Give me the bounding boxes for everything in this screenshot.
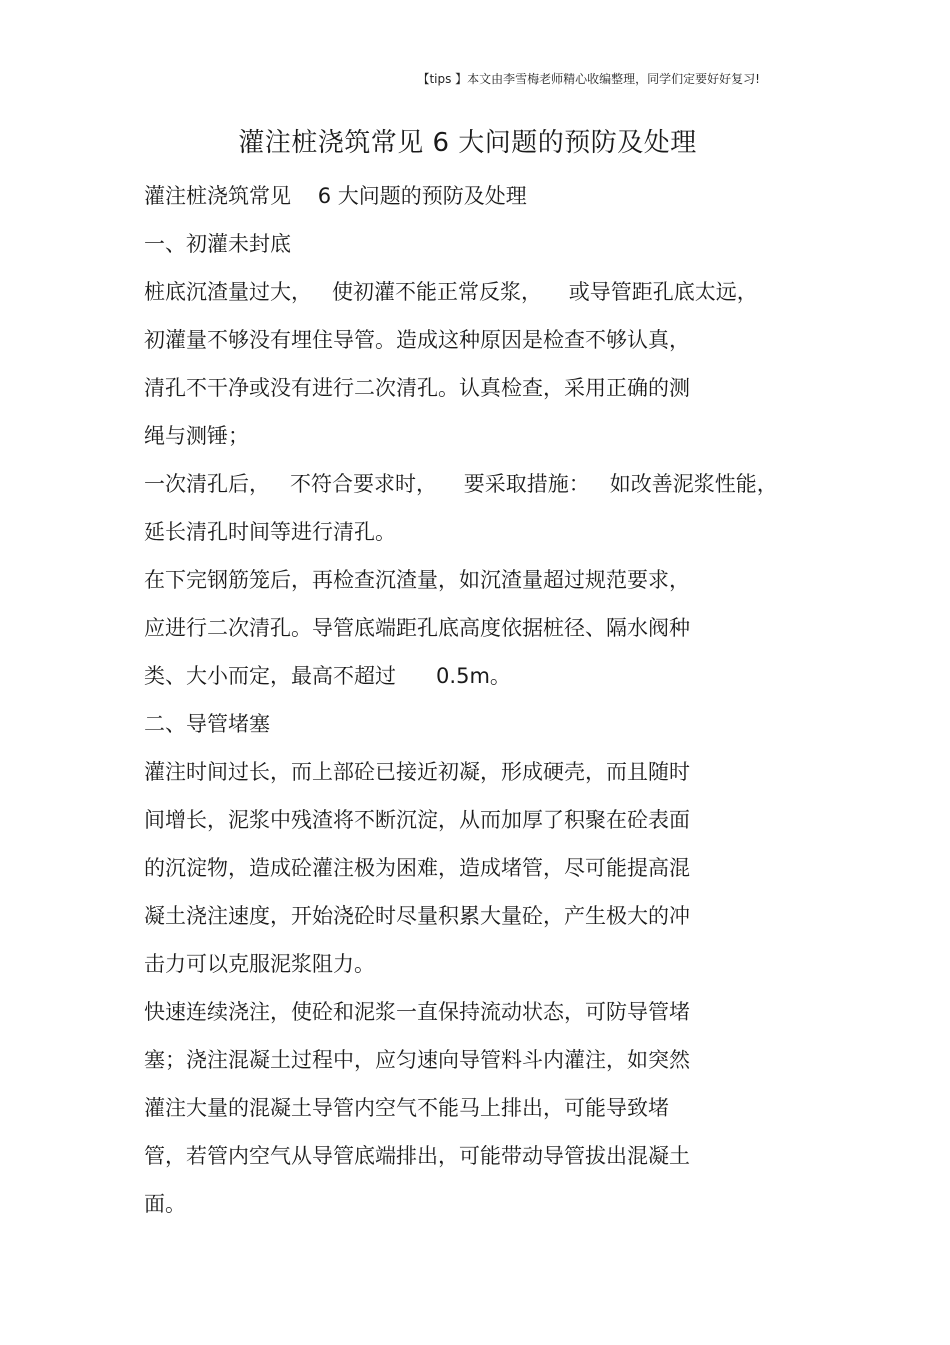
- tips-header: 【tips 】本文由李雪梅老师精心收编整理，同学们定要好好复习!: [417, 72, 760, 86]
- paragraph-line: 灌注大量的混凝土导管内空气不能马上排出，可能导致堵: [144, 1096, 669, 1120]
- paragraph-line: 清孔不干净或没有进行二次清孔。认真检查，采用正确的测: [144, 376, 690, 400]
- paragraph-line: 的沉淀物，造成砼灌注极为困难，造成堵管，尽可能提高混: [144, 856, 690, 880]
- document-body: [144, 180, 804, 1236]
- paragraph-line: 桩底沉渣量过大， 使初灌不能正常反浆， 或导管距孔底太远，: [144, 280, 758, 304]
- paragraph-line: 间增长，泥浆中残渣将不断沉淀，从而加厚了积聚在砼表面: [144, 808, 690, 832]
- paragraph-line: 一次清孔后， 不符合要求时， 要采取措施： 如改善泥浆性能，: [144, 472, 778, 496]
- paragraph-line: 凝土浇注速度，开始浇砼时尽量积累大量砼，产生极大的冲: [144, 904, 690, 928]
- paragraph-line: 灌注时间过长，而上部砼已接近初凝，形成硬壳，而且随时: [144, 760, 690, 784]
- paragraph-line: 类、大小而定，最高不超过 0.5m。: [144, 664, 511, 688]
- paragraph-line: 延长清孔时间等进行清孔。: [144, 520, 396, 544]
- paragraph-line: 初灌量不够没有埋住导管。造成这种原因是检查不够认真，: [144, 328, 690, 352]
- subtitle-line: 灌注桩浇筑常见 6 大问题的预防及处理: [144, 184, 527, 208]
- section-heading-1: 一、初灌未封底: [144, 232, 291, 256]
- paragraph-line: 管，若管内空气从导管底端排出，可能带动导管拔出混凝土: [144, 1144, 690, 1168]
- section-heading-2: 二、导管堵塞: [144, 712, 270, 736]
- paragraph-line: 应进行二次清孔。导管底端距孔底高度依据桩径、隔水阀种: [144, 616, 690, 640]
- paragraph-line: 快速连续浇注，使砼和泥浆一直保持流动状态，可防导管堵: [144, 1000, 690, 1024]
- paragraph-line: 击力可以克服泥浆阻力。: [144, 952, 375, 976]
- paragraph-line: 面。: [144, 1192, 186, 1216]
- paragraph-line: 绳与测锤；: [144, 424, 249, 448]
- document-title: 灌注桩浇筑常见 6 大问题的预防及处理: [238, 128, 697, 158]
- paragraph-line: 在下完钢筋笼后，再检查沉渣量，如沉渣量超过规范要求，: [144, 568, 690, 592]
- paragraph-line: 塞；浇注混凝土过程中，应匀速向导管料斗内灌注，如突然: [144, 1048, 690, 1072]
